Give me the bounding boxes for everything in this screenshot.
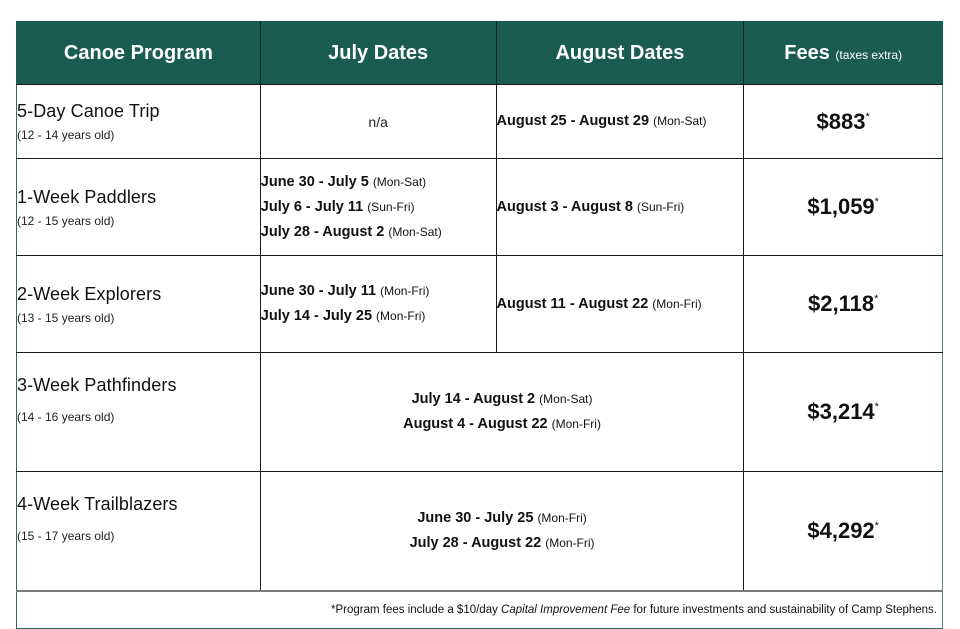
fee-cell (744, 353, 943, 472)
fee-amount: $4,292 (807, 518, 875, 543)
date-range: August 11 - August 22 (Mon-Fri) (496, 295, 702, 312)
july-dates-cell (260, 256, 496, 353)
program-cell (17, 256, 261, 353)
table-row (17, 472, 943, 592)
fee-amount: $2,118 (807, 291, 875, 316)
program-ages: (12 - 14 years old) (17, 128, 115, 142)
fee-asterisk: * (874, 401, 879, 413)
date-range: July 28 - August 2 (Mon-Sat) (260, 223, 442, 240)
canoe-program-fees-table (16, 21, 943, 629)
program-cell (17, 472, 261, 592)
program-cell (17, 353, 261, 472)
fee-asterisk: * (874, 520, 879, 532)
date-range: June 30 - July 25 (Mon-Fri) (417, 510, 587, 526)
date-range: July 6 - July 11 (Sun-Fri) (260, 198, 415, 215)
combined-dates-cell (260, 472, 744, 592)
fee-amount: $3,214 (807, 399, 875, 424)
fee-amount: $1,059 (807, 194, 875, 219)
fees-table-container (16, 21, 943, 629)
footnote-emphasis: Capital Improvement Fee (501, 604, 631, 616)
fee-cell (744, 256, 943, 353)
program-ages: (15 - 17 years old) (17, 529, 115, 543)
footnote: *Program fees include a $10/day Capital Improvement Fee for future investments and sustainability of Camp Stephens. (17, 591, 943, 629)
date-range: June 30 - July 5 (Mon-Sat) (260, 173, 427, 190)
july-dates-cell: n/a (260, 85, 496, 159)
header-fees-label: Fees (784, 41, 830, 64)
header-canoe-program: Canoe Program (17, 22, 261, 85)
july-dates-cell (260, 159, 496, 256)
program-name: 1-Week Paddlers (17, 186, 157, 207)
program-name: 2-Week Explorers (17, 283, 162, 304)
program-ages: (13 - 15 years old) (17, 310, 115, 325)
table-header-row (17, 22, 943, 85)
fee-cell (744, 472, 943, 592)
august-dates-cell (496, 256, 744, 353)
footnote-row (17, 591, 943, 629)
header-fees-note: (taxes extra) (835, 47, 903, 62)
fee-asterisk: * (865, 110, 870, 123)
header-august-dates: August Dates (496, 22, 744, 85)
date-range: August 25 - August 29 (Mon-Sat) (496, 113, 707, 129)
august-dates-cell (496, 85, 744, 159)
fee-cell (744, 159, 943, 256)
date-range: August 3 - August 8 (Sun-Fri) (496, 198, 685, 215)
table-row (17, 85, 943, 159)
table-row (17, 159, 943, 256)
date-range: August 4 - August 22 (Mon-Fri) (403, 416, 601, 432)
combined-dates-cell (260, 353, 744, 472)
fee-amount: $883 (816, 108, 866, 134)
program-name: 3-Week Pathfinders (17, 375, 177, 395)
fee-cell (744, 85, 943, 159)
date-range: July 28 - August 22 (Mon-Fri) (409, 535, 595, 551)
fee-asterisk: * (874, 196, 879, 208)
table-row (17, 256, 943, 353)
program-name: 4-Week Trailblazers (17, 494, 178, 514)
program-cell (17, 85, 261, 159)
august-dates-cell (496, 159, 744, 256)
program-ages: (12 - 15 years old) (17, 213, 115, 228)
table-row (17, 353, 943, 472)
program-name: 5-Day Canoe Trip (17, 101, 160, 121)
header-fees (744, 22, 943, 85)
date-range: July 14 - August 2 (Mon-Sat) (411, 391, 593, 407)
date-range: June 30 - July 11 (Mon-Fri) (260, 283, 430, 299)
fee-asterisk: * (874, 293, 879, 305)
header-july-dates: July Dates (260, 22, 496, 85)
program-cell (17, 159, 261, 256)
program-ages: (14 - 16 years old) (17, 410, 115, 424)
date-range: July 14 - July 25 (Mon-Fri) (260, 308, 426, 324)
